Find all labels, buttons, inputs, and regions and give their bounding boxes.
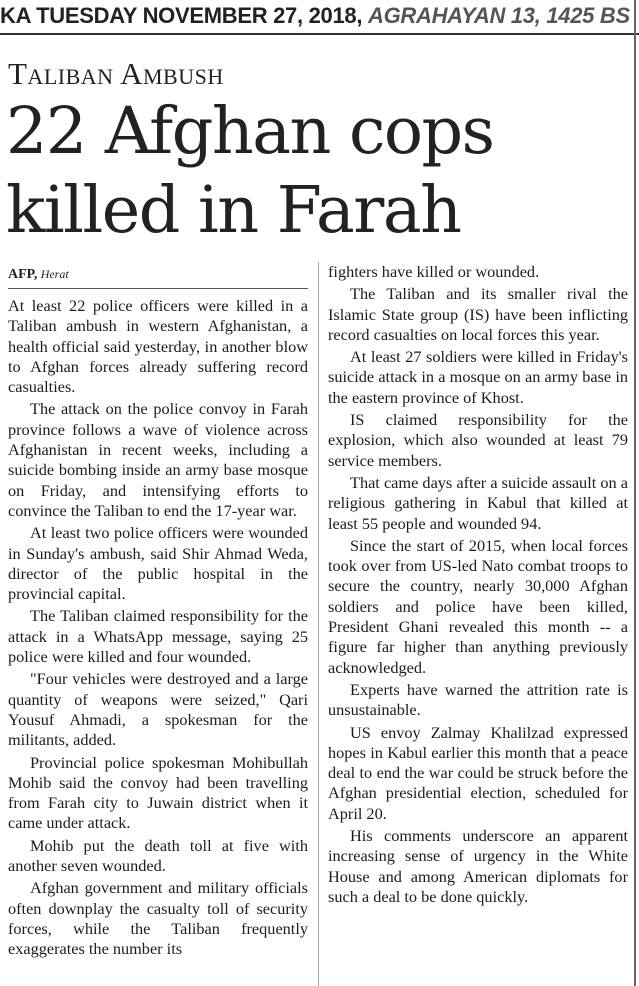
article-headline: 22 Afghan cops killed in Farah: [6, 94, 494, 248]
paragraph: Mohib put the death toll at five with another seven wounded.: [8, 835, 308, 876]
byline-place: Herat: [40, 267, 69, 281]
paragraph: At least two police officers were wounded in Sunday's ambush, said Shir Ahmad Weda, director of the public hospital in the provincial capital.: [8, 523, 308, 604]
paragraph: The Taliban and its smaller rival the Islamic State group (IS) have been inflicting record casualties on local forces this year.: [328, 284, 628, 344]
paragraph: The attack on the police convoy in Farah province follows a wave of violence across Afghanistan in recent weeks, including a suicide bombing inside an army base mosque on Friday, and intensifying efforts to convince the Taliban to end the 17-year war.: [8, 399, 308, 520]
paragraph: The Taliban claimed responsibility for the attack in a WhatsApp message, saying 25 police were killed and four wounded.: [8, 606, 308, 667]
dateline-rule: [0, 33, 639, 35]
column-divider: [318, 262, 319, 986]
paragraph: That came days after a suicide assault on a religious gathering in Kabul that killed at least 55 people and wounded 94.: [328, 472, 628, 533]
byline-rule: [8, 288, 308, 289]
paragraph: Afghan government and military officials often downplay the casualty toll of security forces, while the Taliban frequently exaggerates the number its: [8, 878, 308, 959]
byline-agency: AFP,: [8, 267, 38, 282]
paragraph: fighters have killed or wounded.: [328, 262, 540, 281]
paragraph: At least 27 soldiers were killed in Friday's suicide attack in a mosque on an army base in the eastern province of Khost.: [328, 347, 628, 407]
paragraph: Experts have warned the attrition rate is unsustainable.: [328, 679, 628, 720]
dateline-prefix: KA: [0, 3, 31, 28]
paragraph: At least 22 police officers were killed in a Taliban ambush in western Afghanistan, a health official said yesterday, in another blow to Afghan forces already suffering record casualties.: [8, 296, 308, 397]
paragraph: Since the start of 2015, when local forces took over from US-led Nato combat troops to secure the country, nearly 30,000 Afghan soldiers and police have been killed, President Ghani revealed this month -- a figure far higher than anything previously acknowledged.: [328, 535, 628, 677]
byline: [8, 264, 69, 285]
article-kicker: Taliban Ambush: [8, 56, 224, 91]
dateline-date: TUESDAY NOVEMBER 27, 2018,: [36, 3, 363, 28]
page-edge: [634, 0, 636, 986]
dateline-bangla-date: AGRAHAYAN 13, 1425 BS: [368, 3, 630, 28]
paragraph: His comments underscore an apparent increasing sense of urgency in the White House and among American diplomats for such a deal to be done quickly.: [328, 826, 628, 906]
article-column-right: [328, 262, 628, 909]
paragraph: IS claimed responsibility for the explosion, which also wounded at least 79 service members.: [328, 410, 628, 470]
article-column-left: [8, 296, 308, 962]
paragraph: US envoy Zalmay Khalilzad expressed hopes in Kabul earlier this month that a peace deal to end the war could be struck before the Afghan presidential election, scheduled for April 20.: [328, 722, 628, 823]
paragraph: "Four vehicles were destroyed and a large quantity of weapons were seized," Qari Yousuf Ahmadi, a spokesman for the militants, added.: [8, 669, 308, 750]
dateline: [0, 0, 639, 32]
paragraph: Provincial police spokesman Mohibullah Mohib said the convoy had been travelling from Farah city to Juwain district when it came under attack.: [8, 752, 308, 833]
